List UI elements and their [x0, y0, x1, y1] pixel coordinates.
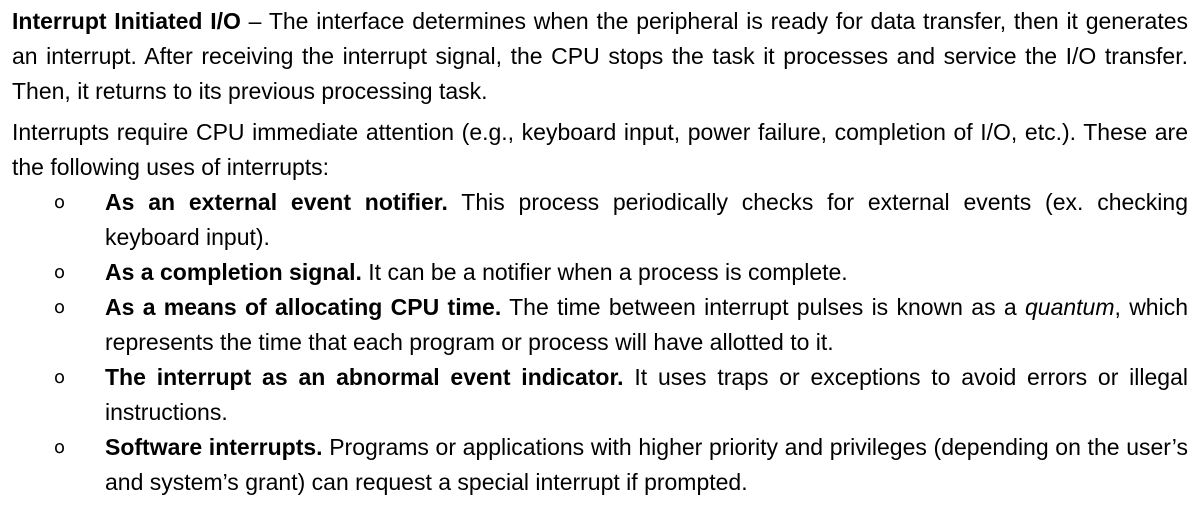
list-item-text: Programs or applications with higher priority and privileges (depending on the user’s and system’s grant) can request a special interrupt if prompted. [105, 434, 1188, 495]
intro-paragraph [12, 4, 1188, 109]
list-item-text: The time between interrupt pulses is known as a [501, 294, 1025, 320]
list-item-software-interrupts [12, 430, 1188, 500]
bullet-icon: o [54, 262, 66, 283]
list-item-heading: As an external event notifier. [105, 189, 448, 215]
bullet-icon: o [54, 437, 66, 458]
list-item-emphasis: quantum [1024, 294, 1115, 320]
interrupts-paragraph: Interrupts require CPU immediate attention (e.g., keyboard input, power failure, completion of I/O, etc.). These are the following uses of interrupts: [12, 119, 1188, 180]
bullet-icon: o [54, 297, 66, 318]
bullet-icon: o [54, 367, 66, 388]
list-item-heading: Software interrupts. [105, 434, 323, 460]
intro-term: Interrupt Initiated I/O [12, 8, 241, 34]
intro-dash: – [240, 8, 269, 34]
uses-list [12, 185, 1188, 500]
intro-text: The interface determines when the peripheral is ready for data transfer, then it generates an interrupt. After receiving the interrupt signal, the CPU stops the task it processes and service the I/O transfer. Then, it returns to its previous processing task. [12, 8, 1189, 104]
list-item-allocating-cpu-time [12, 290, 1188, 360]
list-item-text: It uses traps or exceptions to avoid errors or illegal instructions. [105, 364, 1188, 425]
list-item-completion-signal [12, 255, 1188, 290]
list-item-heading: As a means of allocating CPU time. [105, 294, 502, 320]
list-item-external-event-notifier [12, 185, 1188, 255]
list-item-text: This process periodically checks for external events (ex. checking keyboard input). [105, 189, 1188, 250]
list-item-heading: The interrupt as an abnormal event indicator. [105, 364, 624, 390]
list-item-text: It can be a notifier when a process is complete. [361, 259, 848, 285]
bullet-icon: o [54, 192, 66, 213]
list-item-text-continued: , which represents the time that each program or process will have allotted to it. [105, 294, 1189, 355]
list-item-abnormal-event-indicator [12, 360, 1188, 430]
list-item-heading: As a completion signal. [105, 259, 362, 285]
